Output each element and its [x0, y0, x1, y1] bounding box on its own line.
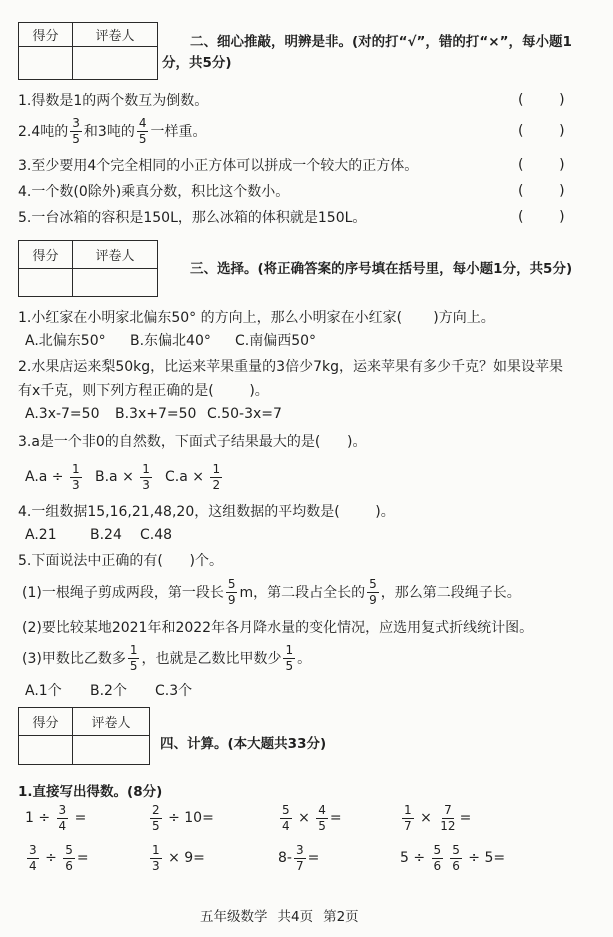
expression-text: 8- — [278, 850, 292, 866]
score-value-cell — [19, 736, 73, 764]
numerator: 7 — [444, 802, 452, 817]
denominator: 3 — [142, 477, 150, 492]
score-value-cell — [19, 47, 73, 79]
expression-text: ÷ 5= — [463, 850, 506, 866]
denominator: 4 — [58, 818, 67, 833]
denominator: 7 — [404, 818, 412, 833]
judge-question-1: 1.得数是1的两个数互为倒数。 — [18, 93, 209, 109]
option-a: A.1个 — [25, 683, 62, 699]
choice-question-5: 5.下面说法中正确的有( )个。 — [18, 553, 223, 569]
expression-text: = — [70, 810, 87, 826]
score-value-cell — [19, 269, 73, 296]
footer-current-page: 第2页 — [323, 909, 359, 925]
expression-text: = — [307, 850, 320, 866]
fraction — [137, 117, 149, 146]
fraction — [283, 644, 295, 673]
denominator: 6 — [452, 858, 460, 873]
numerator: 4 — [318, 802, 326, 817]
numerator: 5 — [282, 802, 290, 817]
grader-value-cell — [73, 269, 157, 296]
fraction — [140, 463, 152, 492]
question-text: 2.4吨的 — [18, 124, 69, 140]
option-a — [25, 461, 84, 493]
denominator: 12 — [440, 818, 456, 833]
numerator: 1 — [152, 842, 160, 857]
fraction — [70, 463, 82, 492]
denominator: 5 — [285, 658, 294, 673]
calc-problem — [400, 802, 471, 834]
option-b: B.2个 — [90, 683, 127, 699]
denominator: 4 — [282, 818, 290, 833]
page-footer — [200, 899, 369, 931]
calc-problem — [148, 842, 205, 874]
calc-problem — [400, 842, 505, 874]
judge-heading-line2: 分，共5分) — [162, 55, 232, 71]
fraction — [367, 578, 379, 607]
numerator: 1 — [142, 461, 150, 476]
statement-text: (1)一根绳子剪成两段，第一段长 — [22, 585, 224, 601]
judge-score-box — [18, 22, 158, 80]
denominator: 6 — [65, 858, 73, 873]
statement-1 — [22, 576, 521, 608]
numerator: 3 — [58, 802, 67, 817]
option-a: A.21 — [25, 527, 57, 543]
expression-text: = — [329, 810, 342, 826]
fraction — [27, 844, 39, 873]
denominator: 5 — [72, 131, 80, 146]
expression-text: × — [293, 810, 315, 826]
answer-blank: ( ) — [518, 157, 565, 173]
calc-problem — [148, 802, 214, 834]
judge-question-4: 4.一个数(0除外)乘真分数，积比这个数小。 — [18, 184, 290, 200]
numerator: 5 — [65, 842, 73, 857]
option-b — [95, 461, 154, 493]
fraction — [57, 804, 69, 833]
option-label: A.a ÷ — [25, 469, 68, 485]
choice-question-4: 4.一组数据15,16,21,48,20，这组数据的平均数是( )。 — [18, 504, 395, 520]
denominator: 9 — [369, 592, 377, 607]
denominator: 5 — [318, 818, 326, 833]
judge-question-5: 5.一台冰箱的容积是150L，那么冰箱的体积就是150L。 — [18, 210, 367, 226]
option-b: B.东偏北40° — [130, 333, 211, 349]
question-text: 一样重。 — [150, 124, 207, 140]
fraction — [226, 578, 238, 607]
fraction — [280, 804, 292, 833]
expression-text: ÷ 10= — [163, 810, 214, 826]
answer-blank: ( ) — [518, 92, 565, 108]
numerator: 1 — [285, 642, 294, 657]
choice-heading: 三、选择。(将正确答案的序号填在括号里，每小题1分，共5分) — [190, 261, 573, 277]
numerator: 1 — [129, 642, 138, 657]
choice-score-box — [18, 240, 158, 297]
score-label: 得分 — [19, 23, 73, 47]
judge-question-2 — [18, 115, 206, 147]
numerator: 3 — [72, 115, 80, 130]
denominator: 3 — [72, 477, 80, 492]
footer-total-pages: 共4页 — [277, 909, 314, 925]
fraction — [438, 804, 457, 833]
denominator: 3 — [152, 858, 160, 873]
denominator: 9 — [227, 592, 236, 607]
calc-problem — [278, 842, 319, 874]
calc-problem — [278, 802, 342, 834]
expression-text: = — [459, 810, 472, 826]
fraction — [450, 844, 462, 873]
denominator: 2 — [212, 477, 221, 492]
statement-text: ，那么第二段绳子长。 — [380, 585, 521, 601]
choice-question-1: 1.小红家在小明家北偏东50° 的方向上，那么小明家在小红家( )方向上。 — [18, 310, 495, 326]
fraction — [150, 844, 162, 873]
numerator: 5 — [452, 842, 460, 857]
footer-subject: 五年级数学 — [200, 909, 268, 925]
numerator: 4 — [138, 115, 147, 130]
option-b: B.3x+7=50 — [115, 406, 197, 422]
option-c: C.48 — [140, 527, 173, 543]
statement-text: m，第二段占全长的 — [239, 585, 366, 601]
expression-text: × 9= — [163, 850, 205, 866]
grader-label: 评卷人 — [73, 708, 149, 736]
fraction — [210, 463, 222, 492]
calc-heading: 四、计算。(本大题共33分) — [160, 736, 327, 752]
calc-part1-title: 1.直接写出得数。(8分) — [18, 784, 163, 800]
fraction — [432, 844, 444, 873]
numerator: 2 — [152, 802, 160, 817]
option-c: C.南偏西50° — [235, 333, 317, 349]
fraction — [316, 804, 328, 833]
answer-blank: ( ) — [518, 183, 565, 199]
statement-3 — [22, 642, 311, 674]
numerator: 1 — [404, 802, 412, 817]
answer-blank: ( ) — [518, 209, 565, 225]
option-a: A.3x-7=50 — [25, 406, 100, 422]
option-label: B.a × — [95, 469, 139, 485]
calc-problem — [25, 802, 86, 834]
expression-text: 1 ÷ — [25, 810, 55, 826]
choice-question-2-line2: 有x千克，则下列方程正确的是( )。 — [18, 383, 269, 399]
statement-2: (2)要比较某地2021年和2022年各月降水量的变化情况，应选用复式折线统计图。 — [22, 620, 534, 636]
option-c — [165, 461, 224, 493]
numerator: 5 — [369, 576, 377, 591]
judge-heading-line1: 二、细心推敲，明辨是非。(对的打“√”，错的打“×”，每小题1 — [190, 34, 572, 50]
numerator: 1 — [72, 461, 80, 476]
fraction — [70, 117, 82, 146]
numerator: 5 — [433, 842, 442, 857]
option-b: B.24 — [90, 527, 122, 543]
question-text: 和3吨的 — [83, 124, 135, 140]
fraction — [402, 804, 414, 833]
denominator: 7 — [295, 858, 304, 873]
expression-text: ÷ — [40, 850, 62, 866]
fraction — [128, 644, 140, 673]
grader-label: 评卷人 — [73, 241, 157, 269]
calc-score-box — [18, 707, 150, 765]
expression-text: 5 ÷ — [400, 850, 430, 866]
fraction — [150, 804, 162, 833]
statement-text: 。 — [297, 651, 312, 667]
denominator: 5 — [129, 658, 138, 673]
numerator: 1 — [212, 461, 221, 476]
numerator: 3 — [295, 842, 304, 857]
fraction — [294, 844, 306, 873]
fraction — [63, 844, 75, 873]
numerator: 3 — [29, 842, 37, 857]
option-c: C.50-3x=7 — [207, 406, 282, 422]
score-label: 得分 — [19, 241, 73, 269]
calc-problem — [25, 842, 89, 874]
answer-blank: ( ) — [518, 123, 565, 139]
grader-label: 评卷人 — [73, 23, 157, 47]
numerator: 5 — [227, 576, 236, 591]
choice-question-3: 3.a是一个非0的自然数，下面式子结果最大的是( )。 — [18, 434, 367, 450]
statement-text: (3)甲数比乙数多 — [22, 651, 126, 667]
denominator: 5 — [138, 131, 147, 146]
option-a: A.北偏东50° — [25, 333, 106, 349]
denominator: 4 — [29, 858, 37, 873]
grader-value-cell — [73, 736, 149, 764]
expression-text: = — [76, 850, 89, 866]
judge-question-3: 3.至少要用4个完全相同的小正方体可以拼成一个较大的正方体。 — [18, 158, 419, 174]
statement-text: ，也就是乙数比甲数少 — [141, 651, 282, 667]
score-label: 得分 — [19, 708, 73, 736]
grader-value-cell — [73, 47, 157, 79]
option-label: C.a × — [165, 469, 209, 485]
denominator: 6 — [433, 858, 442, 873]
expression-text: × — [415, 810, 437, 826]
choice-question-2-line1: 2.水果店运来梨50kg，比运来苹果重量的3倍少7kg，运来苹果有多少千克？如果设苹果 — [18, 359, 563, 375]
denominator: 5 — [152, 818, 160, 833]
option-c: C.3个 — [155, 683, 193, 699]
